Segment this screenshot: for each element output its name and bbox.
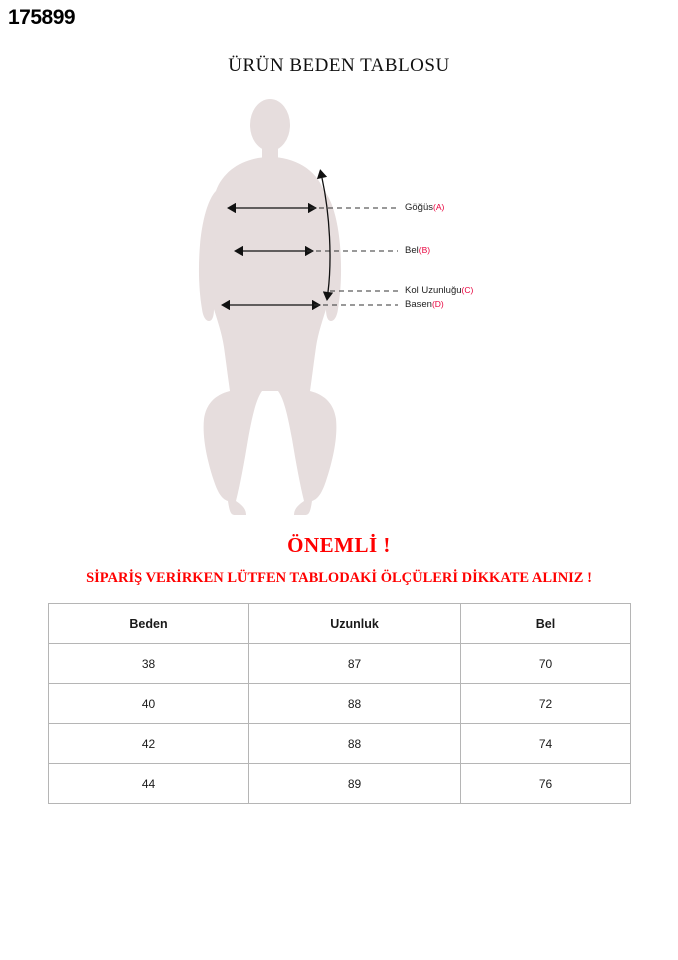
notice-subheading: SİPARİŞ VERİRKEN LÜTFEN TABLODAKİ ÖLÇÜLERİ DİKKATE ALINIZ ! [86, 570, 592, 586]
cell-bel: 70 [461, 644, 631, 684]
size-table [48, 603, 631, 804]
cell-uzunluk: 87 [249, 644, 461, 684]
column-header-uzunluk: Uzunluk [249, 604, 461, 644]
column-header-beden: Beden [49, 604, 249, 644]
measurement-label-bel: Bel(B) [405, 245, 431, 256]
table-row [49, 644, 631, 684]
cell-beden: 40 [49, 684, 249, 724]
measurement-label-basen: Basen(D) [405, 299, 444, 310]
cell-uzunluk: 89 [249, 764, 461, 804]
table-row [49, 684, 631, 724]
cell-uzunluk: 88 [249, 684, 461, 724]
cell-beden: 42 [49, 724, 249, 764]
product-code: 175899 [8, 6, 76, 29]
page-title: ÜRÜN BEDEN TABLOSU [228, 55, 450, 76]
cell-bel: 74 [461, 724, 631, 764]
cell-bel: 72 [461, 684, 631, 724]
table-row [49, 724, 631, 764]
cell-bel: 76 [461, 764, 631, 804]
table-header-row [49, 604, 631, 644]
cell-beden: 44 [49, 764, 249, 804]
table-row [49, 764, 631, 804]
measurement-figure [0, 95, 678, 515]
measurement-label-gogus: Göğüs(A) [405, 202, 445, 213]
cell-uzunluk: 88 [249, 724, 461, 764]
measurement-label-kol-uzunlugu: Kol Uzunluğu(C) [405, 285, 474, 296]
body-silhouette-icon [0, 95, 678, 515]
notice-heading: ÖNEMLİ ! [287, 533, 391, 557]
column-header-bel: Bel [461, 604, 631, 644]
cell-beden: 38 [49, 644, 249, 684]
